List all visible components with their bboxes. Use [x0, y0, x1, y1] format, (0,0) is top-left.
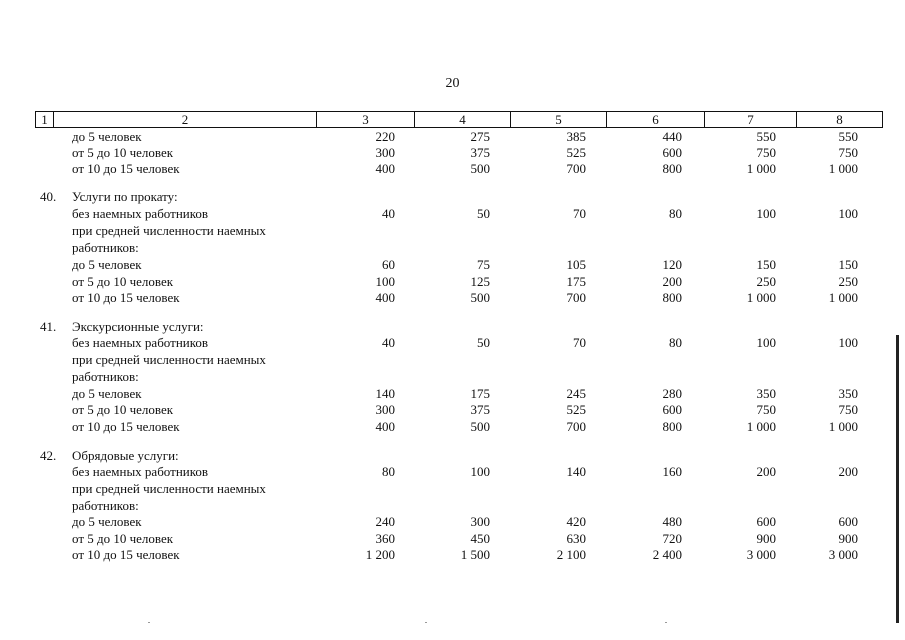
header-cell-7: 7 [704, 112, 796, 127]
row-label: от 5 до 10 человек [72, 531, 174, 546]
value-col-8: 750 [838, 145, 858, 160]
value-col-7: 1 000 [746, 419, 776, 434]
scan-speck [665, 622, 667, 623]
value-col-8: 550 [838, 129, 858, 144]
value-col-5: 2 100 [556, 547, 586, 562]
value-col-3: 80 [382, 464, 395, 479]
value-col-7: 200 [756, 464, 776, 479]
row-label: работников: [72, 369, 139, 384]
row-item-number: 42. [40, 448, 57, 463]
row-label: Экскурсионные услуги: [72, 319, 204, 334]
value-col-8: 1 000 [828, 419, 858, 434]
table-row [0, 289, 905, 306]
value-col-3: 40 [382, 206, 395, 221]
header-cell-6: 6 [606, 112, 704, 127]
row-label: до 5 человек [72, 386, 142, 401]
value-col-4: 300 [470, 514, 490, 529]
table-row [0, 128, 905, 145]
row-label: от 10 до 15 человек [72, 161, 180, 176]
row-item-number: 41. [40, 319, 57, 334]
value-col-4: 50 [477, 206, 490, 221]
header-cell-5: 5 [510, 112, 606, 127]
value-col-8: 150 [838, 257, 858, 272]
table-row [0, 546, 905, 563]
value-col-4: 275 [470, 129, 490, 144]
table-row [0, 385, 905, 402]
value-col-7: 750 [756, 145, 776, 160]
value-col-7: 100 [756, 206, 776, 221]
header-cell-1: 1 [41, 112, 48, 127]
value-col-6: 440 [662, 129, 682, 144]
table-row [0, 188, 905, 205]
value-col-4: 500 [470, 419, 490, 434]
table-row [0, 530, 905, 547]
value-col-5: 700 [566, 290, 586, 305]
row-label: Обрядовые услуги: [72, 448, 179, 463]
value-col-5: 385 [566, 129, 586, 144]
value-col-7: 900 [756, 531, 776, 546]
value-col-6: 800 [662, 290, 682, 305]
table-row [0, 205, 905, 222]
value-col-8: 100 [838, 335, 858, 350]
row-label: до 5 человек [72, 514, 142, 529]
value-col-4: 125 [470, 274, 490, 289]
value-col-4: 100 [470, 464, 490, 479]
value-col-4: 175 [470, 386, 490, 401]
value-col-6: 80 [669, 335, 682, 350]
value-col-7: 550 [756, 129, 776, 144]
row-label: от 5 до 10 человек [72, 145, 174, 160]
value-col-7: 250 [756, 274, 776, 289]
value-col-6: 800 [662, 161, 682, 176]
value-col-7: 100 [756, 335, 776, 350]
row-label: до 5 человек [72, 257, 142, 272]
value-col-3: 40 [382, 335, 395, 350]
value-col-3: 400 [375, 161, 395, 176]
value-col-6: 600 [662, 402, 682, 417]
value-col-6: 160 [662, 464, 682, 479]
value-col-4: 500 [470, 161, 490, 176]
row-label: без наемных работников [72, 206, 209, 221]
table-row [0, 497, 905, 514]
value-col-6: 80 [669, 206, 682, 221]
row-label: при средней численности наемных [72, 352, 266, 367]
page-number: 20 [445, 76, 460, 91]
value-col-4: 1 500 [460, 547, 490, 562]
table-header [35, 111, 883, 128]
value-col-3: 400 [375, 419, 395, 434]
value-col-6: 280 [662, 386, 682, 401]
value-col-6: 800 [662, 419, 682, 434]
value-col-6: 200 [662, 274, 682, 289]
scan-speck [148, 622, 150, 623]
row-label: от 10 до 15 человек [72, 547, 180, 562]
value-col-5: 70 [573, 206, 586, 221]
value-col-7: 3 000 [746, 547, 776, 562]
row-label: при средней численности наемных [72, 223, 266, 238]
table-row [0, 334, 905, 351]
header-cell-8: 8 [796, 112, 882, 127]
row-label: без наемных работников [72, 335, 209, 350]
value-col-5: 700 [566, 419, 586, 434]
row-label: от 10 до 15 человек [72, 290, 180, 305]
value-col-5: 70 [573, 335, 586, 350]
value-col-6: 120 [662, 257, 682, 272]
value-col-4: 50 [477, 335, 490, 350]
value-col-7: 600 [756, 514, 776, 529]
header-cell-4: 4 [414, 112, 510, 127]
table-row [0, 368, 905, 385]
table-row [0, 351, 905, 368]
value-col-4: 375 [470, 145, 490, 160]
table-row [0, 418, 905, 435]
value-col-5: 105 [566, 257, 586, 272]
value-col-7: 150 [756, 257, 776, 272]
value-col-8: 100 [838, 206, 858, 221]
value-col-4: 500 [470, 290, 490, 305]
scan-edge-mark [896, 335, 899, 623]
value-col-8: 750 [838, 402, 858, 417]
value-col-5: 525 [566, 402, 586, 417]
value-col-6: 600 [662, 145, 682, 160]
value-col-3: 360 [375, 531, 395, 546]
value-col-4: 375 [470, 402, 490, 417]
value-col-6: 480 [662, 514, 682, 529]
table-row [0, 222, 905, 239]
table-row [0, 160, 905, 177]
row-item-number: 40. [40, 189, 57, 204]
value-col-3: 220 [375, 129, 395, 144]
value-col-3: 100 [375, 274, 395, 289]
row-label: работников: [72, 240, 139, 255]
value-col-5: 175 [566, 274, 586, 289]
table-row [0, 256, 905, 273]
value-col-3: 60 [382, 257, 395, 272]
header-cell-3: 3 [316, 112, 414, 127]
value-col-5: 140 [566, 464, 586, 479]
value-col-3: 240 [375, 514, 395, 529]
row-label: при средней численности наемных [72, 481, 266, 496]
scan-speck [425, 622, 427, 623]
value-col-4: 450 [470, 531, 490, 546]
value-col-3: 400 [375, 290, 395, 305]
table-row [0, 273, 905, 290]
value-col-3: 300 [375, 402, 395, 417]
row-label: до 5 человек [72, 129, 142, 144]
row-label: от 5 до 10 человек [72, 274, 174, 289]
table-row [0, 463, 905, 480]
value-col-4: 75 [477, 257, 490, 272]
row-label: без наемных работников [72, 464, 209, 479]
value-col-8: 900 [838, 531, 858, 546]
value-col-8: 1 000 [828, 161, 858, 176]
value-col-8: 200 [838, 464, 858, 479]
table-row [0, 401, 905, 418]
value-col-3: 300 [375, 145, 395, 160]
value-col-5: 525 [566, 145, 586, 160]
header-cell-2: 2 [53, 112, 316, 127]
value-col-8: 3 000 [828, 547, 858, 562]
table-row [0, 318, 905, 335]
value-col-3: 140 [375, 386, 395, 401]
value-col-5: 245 [566, 386, 586, 401]
row-label: Услуги по прокату: [72, 189, 178, 204]
value-col-7: 350 [756, 386, 776, 401]
value-col-6: 720 [662, 531, 682, 546]
table-row [0, 144, 905, 161]
table-row [0, 480, 905, 497]
value-col-3: 1 200 [365, 547, 395, 562]
value-col-7: 750 [756, 402, 776, 417]
value-col-6: 2 400 [652, 547, 682, 562]
row-label: от 10 до 15 человек [72, 419, 180, 434]
table-row [0, 447, 905, 464]
value-col-8: 350 [838, 386, 858, 401]
value-col-7: 1 000 [746, 161, 776, 176]
value-col-8: 250 [838, 274, 858, 289]
value-col-8: 1 000 [828, 290, 858, 305]
value-col-7: 1 000 [746, 290, 776, 305]
table-row [0, 239, 905, 256]
value-col-8: 600 [838, 514, 858, 529]
value-col-5: 700 [566, 161, 586, 176]
value-col-5: 420 [566, 514, 586, 529]
value-col-5: 630 [566, 531, 586, 546]
row-label: от 5 до 10 человек [72, 402, 174, 417]
row-label: работников: [72, 498, 139, 513]
table-row [0, 513, 905, 530]
